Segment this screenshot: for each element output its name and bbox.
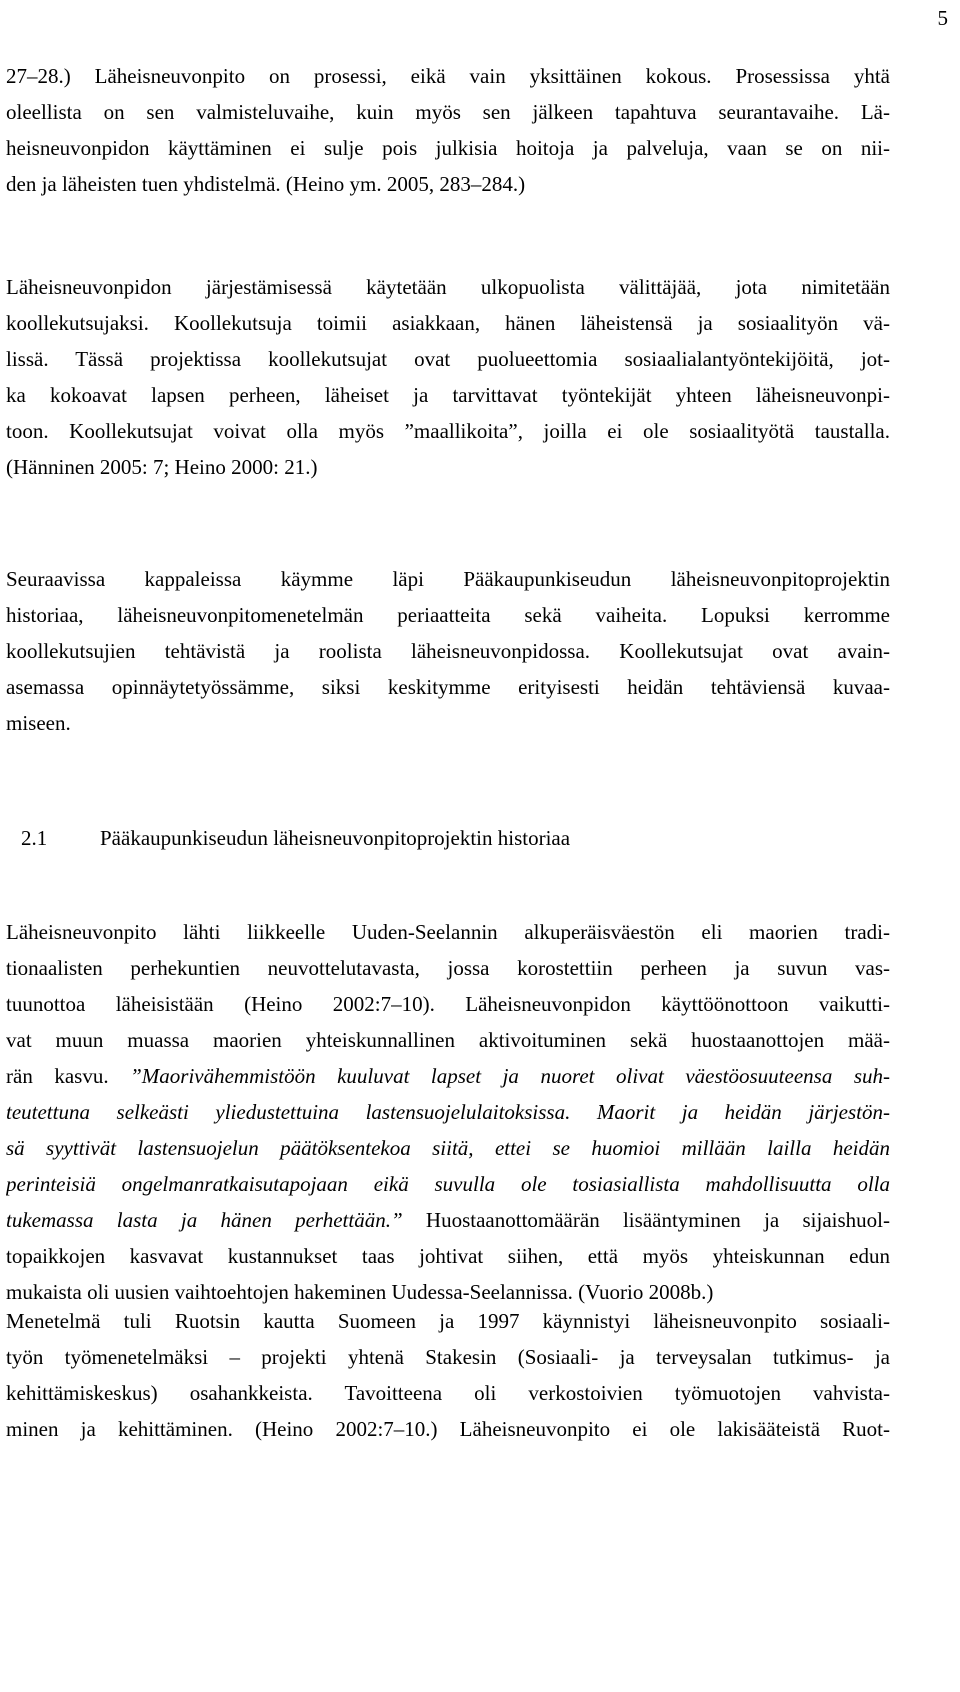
paragraph-5 <box>6 1303 890 1447</box>
text-line: 27–28.) Läheisneuvonpito on prosessi, eikä vain yksittäinen kokous. Prosessissa yhtä <box>6 64 890 88</box>
text-line <box>6 1166 890 1202</box>
text-line: Läheisneuvonpito lähti liikkeelle Uuden-Seelannin alkuperäisväestön eli maorien tradi- <box>6 920 890 944</box>
section-number: 2.1 <box>21 826 48 850</box>
text-run: Huostaanottomäärän lisääntyminen ja sijaishuol- <box>402 1208 890 1232</box>
text-line: toon. Koollekutsujat voivat olla myös ”maallikoita”, joilla ei ole sosiaalityötä taustalla. <box>6 419 890 443</box>
quote-text: sä syyttivät lastensuojelun päätöksentekoa siitä, ettei se huomioi millään lailla heidän <box>6 1136 890 1160</box>
text-line: kehittämiskeskus) osahankkeista. Tavoitteena oli verkostoivien työmuotojen vahvista- <box>6 1381 890 1405</box>
quote-text: ”Maorivähemmistöön kuuluvat lapset ja nuoret olivat väestöosuuteensa suh- <box>130 1064 890 1088</box>
paragraph-2 <box>6 269 890 485</box>
text-line: Menetelmä tuli Ruotsin kautta Suomeen ja 1997 käynnistyi läheisneuvonpito sosiaali- <box>6 1309 890 1333</box>
text-line: Seuraavissa kappaleissa käymme läpi Pääkaupunkiseudun läheisneuvonpitoprojektin <box>6 567 890 591</box>
text-line: Läheisneuvonpidon järjestämisessä käytetään ulkopuolista välittäjää, jota nimitetään <box>6 275 890 299</box>
paragraph-3 <box>6 561 890 741</box>
text-line: koollekutsujaksi. Koollekutsuja toimii asiakkaan, hänen läheistensä ja sosiaalityön vä- <box>6 311 890 335</box>
section-title: Pääkaupunkiseudun läheisneuvonpitoprojektin historiaa <box>100 826 571 850</box>
text-line: tuunottoa läheisistään (Heino 2002:7–10). Läheisneuvonpidon käyttöönottoon vaikutti- <box>6 992 890 1016</box>
text-line: topaikkojen kasvavat kustannukset taas johtivat siihen, että myös yhteiskunnan edun <box>6 1244 890 1268</box>
text-line <box>6 1058 890 1094</box>
text-line: (Hänninen 2005: 7; Heino 2000: 21.) <box>6 455 318 479</box>
text-line: työn työmenetelmäksi – projekti yhtenä Stakesin (Sosiaali- ja terveysalan tutkimus- ja <box>6 1345 890 1369</box>
quote-text: perinteisiä ongelmanratkaisutapojaan eikä suvulla ole tosiasiallista mahdollisuutta olla <box>6 1172 890 1196</box>
text-line: minen ja kehittäminen. (Heino 2002:7–10.) Läheisneuvonpito ei ole lakisääteistä Ruot- <box>6 1417 890 1441</box>
paragraph-1 <box>6 58 890 202</box>
text-line: ka kokoavat lapsen perheen, läheiset ja tarvittavat työntekijät yhteen läheisneuvonpi- <box>6 383 890 407</box>
text-line <box>6 1130 890 1166</box>
text-line: tionaalisten perhekuntien neuvottelutavasta, jossa korostettiin perheen ja suvun vas- <box>6 956 890 980</box>
text-line: koollekutsujien tehtävistä ja roolista läheisneuvonpidossa. Koollekutsujat ovat avain- <box>6 639 890 663</box>
text-line: oleellista on sen valmisteluvaihe, kuin myös sen jälkeen tapahtuva seurantavaihe. Lä- <box>6 100 890 124</box>
section-heading <box>6 820 570 856</box>
text-line <box>6 1202 890 1238</box>
paragraph-4 <box>6 914 890 1310</box>
text-line: lissä. Tässä projektissa koollekutsujat ovat puolueettomia sosiaalialantyöntekijöitä, jot- <box>6 347 890 371</box>
quote-text: tukemassa lasta ja hänen perhettään.” <box>6 1208 403 1232</box>
text-line: asemassa opinnäytetyössämme, siksi keskitymme erityisesti heidän tehtäviensä kuvaa- <box>6 675 890 699</box>
text-line: vat muun muassa maorien yhteiskunnallinen aktivoituminen sekä huostaanottojen mää- <box>6 1028 890 1052</box>
text-line: miseen. <box>6 711 71 735</box>
quote-text: teutettuna selkeästi yliedustettuina lastensuojelulaitoksissa. Maorit ja heidän järjestön- <box>6 1100 890 1124</box>
text-line: historiaa, läheisneuvonpitomenetelmän periaatteita sekä vaiheita. Lopuksi kerromme <box>6 603 890 627</box>
text-line: den ja läheisten tuen yhdistelmä. (Heino ym. 2005, 283–284.) <box>6 172 526 196</box>
text-run: rän kasvu. <box>6 1064 131 1088</box>
page-number: 5 <box>937 6 948 30</box>
text-line <box>6 1094 890 1130</box>
text-line: heisneuvonpidon käyttäminen ei sulje pois julkisia hoitoja ja palveluja, vaan se on nii- <box>6 136 890 160</box>
text-line: mukaista oli uusien vaihtoehtojen hakeminen Uudessa-Seelannissa. (Vuorio 2008b.) <box>6 1280 714 1304</box>
